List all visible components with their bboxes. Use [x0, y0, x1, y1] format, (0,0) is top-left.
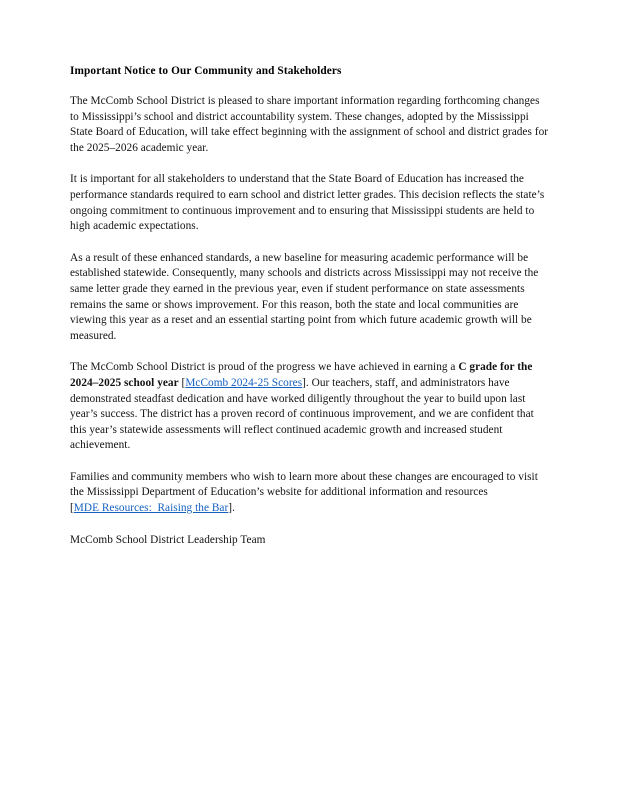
paragraph-3-text: As a result of these enhanced standards, a new baseline for measuring academic performance will be established statewide. Consequently, many schools and districts across Mississippi may not receive the same letter grade they earned in the previous year, even if student performance on state assessments remains the same or shows improvement. For this reason, both the state and local communities are viewing this year as a reset and an essential starting point from which future academic growth will be measured.: [70, 251, 539, 342]
paragraph-4: [70, 360, 550, 454]
paragraph-3: [70, 251, 550, 345]
signature-line: [70, 533, 550, 549]
paragraph-2-text: It is important for all stakeholders to understand that the State Board of Education has increased the performance standards required to earn school and district letter grades. This decision reflects the state’s ongoing commitment to continuous improvement and to ensuring that Mississippi students are held to high academic expectations.: [70, 173, 545, 233]
paragraph-5-lead-text: Families and community members who wish to learn more about these changes are encouraged to visit the Mississippi Department of Education’s website for additional information and resources [: [70, 470, 538, 515]
document-heading: Important Notice to Our Community and Stakeholders: [70, 65, 342, 77]
signature-text: McComb School District Leadership Team: [70, 533, 266, 546]
paragraph-4-trailing-text: Our teachers, staff, and administrators have demonstrated steadfast dedication and have worked diligently throughout the year to build upon last year’s success. The district has a proven record of continuous improvement, and we are confident that this year’s statewide assessments will reflect continued academic growth and increased student achievement.: [70, 376, 534, 452]
paragraph-4-bracket-close: ].: [302, 376, 312, 389]
paragraph-5-trailing-text: ].: [228, 502, 235, 515]
paragraph-4-lead-text: The McComb School District is proud of the progress we have achieved in earning a: [70, 361, 459, 374]
paragraph-2: [70, 172, 550, 234]
mccomb-scores-link[interactable]: McComb 2024-25 Scores: [185, 376, 303, 389]
mde-resources-link[interactable]: MDE Resources: Raising the Bar: [73, 502, 229, 515]
document-body: [70, 64, 550, 548]
paragraph-1: [70, 94, 550, 156]
paragraph-5: [70, 470, 550, 517]
paragraph-1-text: The McComb School District is pleased to share important information regarding forthcoming changes to Mississippi’s school and district accountability system. These changes, adopted by the Mississippi State Board of Education, will take effect beginning with the assignment of school and district grades for the 2025–2026 academic year.: [70, 95, 549, 154]
paragraph-4-bold-grade: C grade for the 2024–2025 school year: [70, 361, 533, 389]
paragraph-4-bracket-open: [: [178, 376, 186, 389]
